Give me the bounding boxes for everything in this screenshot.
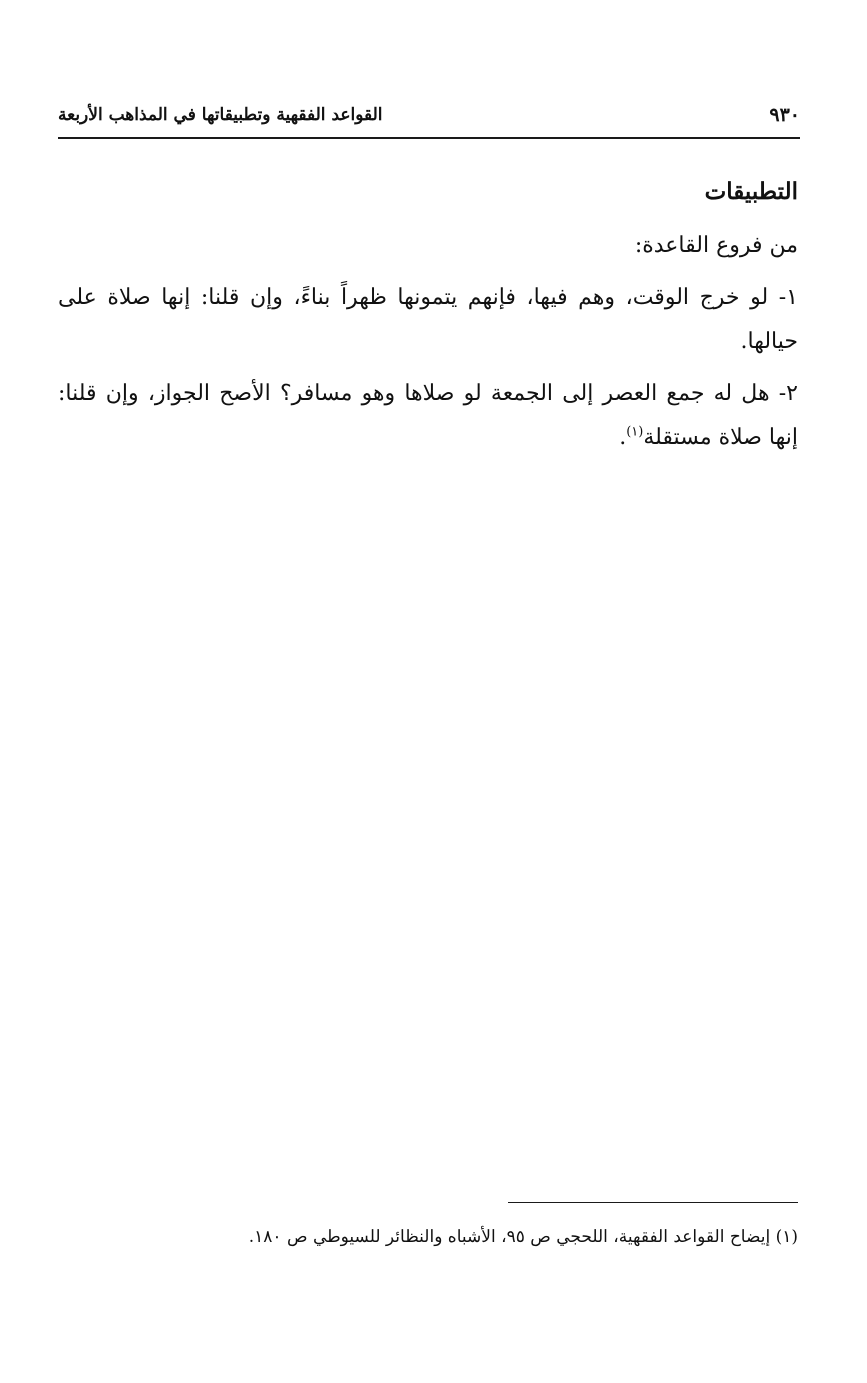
footnote-reference: (١) xyxy=(626,424,644,440)
application-item-2 xyxy=(58,372,798,460)
header-rule xyxy=(58,137,800,139)
footnote: (١) إيضاح القواعد الفقهية، اللحجي ص ٩٥، الأشباه والنظائر للسيوطي ص ١٨٠. xyxy=(248,1227,798,1247)
main-text xyxy=(58,162,798,468)
running-title: القواعد الفقهية وتطبيقاتها في المذاهب الأربعة xyxy=(58,105,383,125)
application-item-2-end: . xyxy=(619,425,627,450)
section-heading: التطبيقات xyxy=(704,178,798,205)
application-item-2-text: ٢- هل له جمع العصر إلى الجمعة لو صلاها وهو مسافر؟ الأصح الجواز، وإن قلنا: إنها صلاة مستقلة xyxy=(58,381,798,450)
intro-paragraph: من فروع القاعدة: xyxy=(634,233,798,258)
application-item-1: ١- لو خرج الوقت، وهم فيها، فإنهم يتمونها ظهراً بناءً، وإن قلنا: إنها صلاة على حيالها. xyxy=(58,285,798,354)
footnote-rule xyxy=(508,1202,798,1203)
page-header xyxy=(58,100,800,130)
page-number: ٩٣٠ xyxy=(769,104,800,126)
